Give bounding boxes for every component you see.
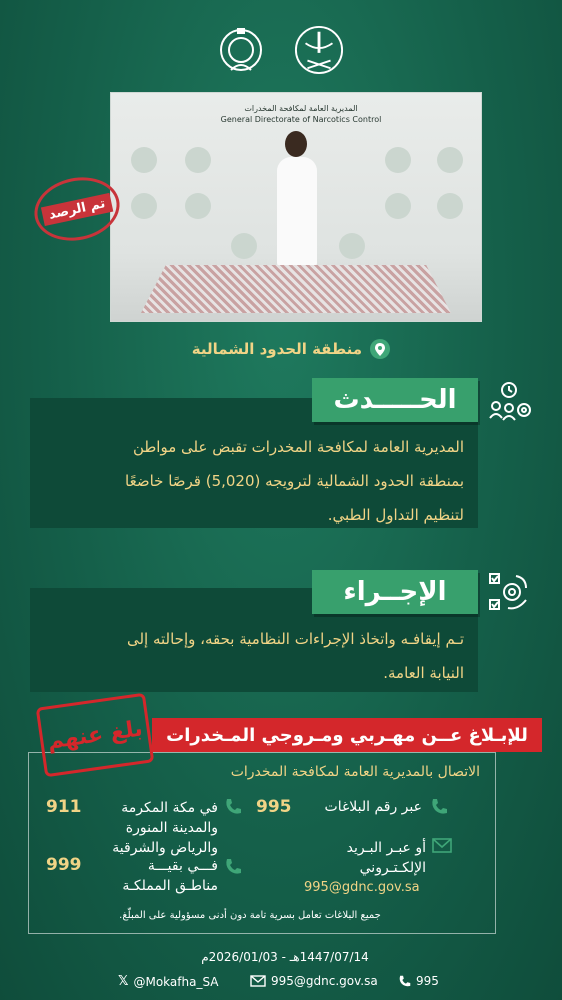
other-region-line: مناطـق المملكـة — [122, 878, 218, 894]
event-line: بمنطقة الحدود الشمالية لترويجه (5,020) قرصًا خاضعًا — [125, 472, 464, 490]
email-label-line: الإلكـتـروني — [359, 860, 426, 876]
person-head — [285, 131, 307, 157]
wall-emblem-icon — [437, 193, 463, 219]
phone-icon — [430, 798, 448, 820]
phone-icon — [224, 858, 242, 880]
major-region-line: والمدينة المنورة — [125, 820, 218, 836]
stamp-text: تم الرصد — [41, 193, 113, 226]
region-label — [160, 338, 390, 360]
photo-header-ar: المديرية العامة لمكافحة المخدرات — [244, 104, 358, 113]
footer-phone-text: 995 — [416, 974, 439, 988]
footer-email-text: 995@gdnc.gov.sa — [271, 974, 378, 988]
action-line: النيابة العامة. — [383, 664, 464, 682]
major-region-line: والرياض والشرقية — [112, 840, 218, 856]
arrest-photo — [110, 92, 482, 322]
event-line: لتنظيم التداول الطبي. — [327, 506, 464, 524]
wall-emblem-icon — [131, 193, 157, 219]
wall-emblem-icon — [437, 147, 463, 173]
footer-twitter[interactable] — [118, 974, 219, 989]
mail-icon — [432, 838, 452, 857]
event-title: الحـــــدث — [312, 378, 478, 422]
phone-icon — [224, 798, 242, 820]
report-contact-label: الاتصال بالمديرية العامة لمكافحة المخدرات — [230, 764, 480, 780]
major-regions-number: 911 — [46, 797, 82, 817]
region-text: منطقة الحدود الشمالية — [191, 340, 362, 358]
photo-header-en: General Directorate of Narcotics Control — [220, 115, 382, 124]
wall-emblem-icon — [385, 147, 411, 173]
event-icon — [486, 378, 532, 424]
wall-emblem-icon — [185, 193, 211, 219]
event-line: المديرية العامة لمكافحة المخدرات تقبض على مواطن — [132, 438, 464, 456]
wall-emblem-icon — [131, 147, 157, 173]
other-regions-label — [90, 856, 218, 896]
x-twitter-icon: 𝕏 — [118, 974, 129, 989]
wall-emblem-icon — [385, 193, 411, 219]
seized-pills-table — [141, 265, 451, 313]
hotline-label: عبر رقم البلاغات — [324, 799, 422, 815]
wall-emblem-icon — [339, 233, 365, 259]
person-body — [277, 157, 317, 267]
action-title: الإجــراء — [312, 570, 478, 614]
hotline-number: 995 — [256, 797, 292, 817]
mail-icon — [250, 975, 266, 987]
photo-header — [201, 103, 401, 125]
action-line: تـم إيقافـه واتخاذ الإجراءات النظامية بحقه، وإحالته إلى — [126, 630, 464, 648]
phone-icon — [398, 975, 411, 988]
email-label — [300, 838, 426, 878]
twitter-handle: @Mokafha_SA — [133, 974, 219, 989]
footer-email[interactable] — [250, 974, 378, 988]
action-icon — [486, 570, 530, 614]
footer-date: 1447/07/14هـ - 2026/01/03م — [201, 950, 369, 964]
report-email-link[interactable]: 995@gdnc.gov.sa — [304, 880, 420, 895]
other-region-line: فـــي بقيـــة — [147, 858, 218, 874]
narcotics-control-logo — [216, 22, 266, 78]
other-regions-number: 999 — [46, 855, 82, 875]
report-stamp-text: بلغ عنهم — [45, 715, 145, 755]
email-label-line: أو عبـر البـريد — [346, 840, 426, 856]
confidentiality-note: جميع البلاغات تعامل بسرية تامة دون أدنى مسؤولية على المبلّغ. — [119, 910, 381, 921]
wall-emblem-icon — [231, 233, 257, 259]
saudi-emblem-logo — [294, 22, 344, 78]
footer-phone[interactable] — [398, 974, 439, 988]
major-regions-label — [90, 798, 218, 858]
major-region-line: في مكة المكرمة — [121, 800, 218, 816]
report-title: للإبـلاغ عــن مهـربي ومـروجي المـخدرات — [152, 718, 542, 752]
location-pin-icon — [370, 339, 390, 359]
wall-emblem-icon — [185, 147, 211, 173]
